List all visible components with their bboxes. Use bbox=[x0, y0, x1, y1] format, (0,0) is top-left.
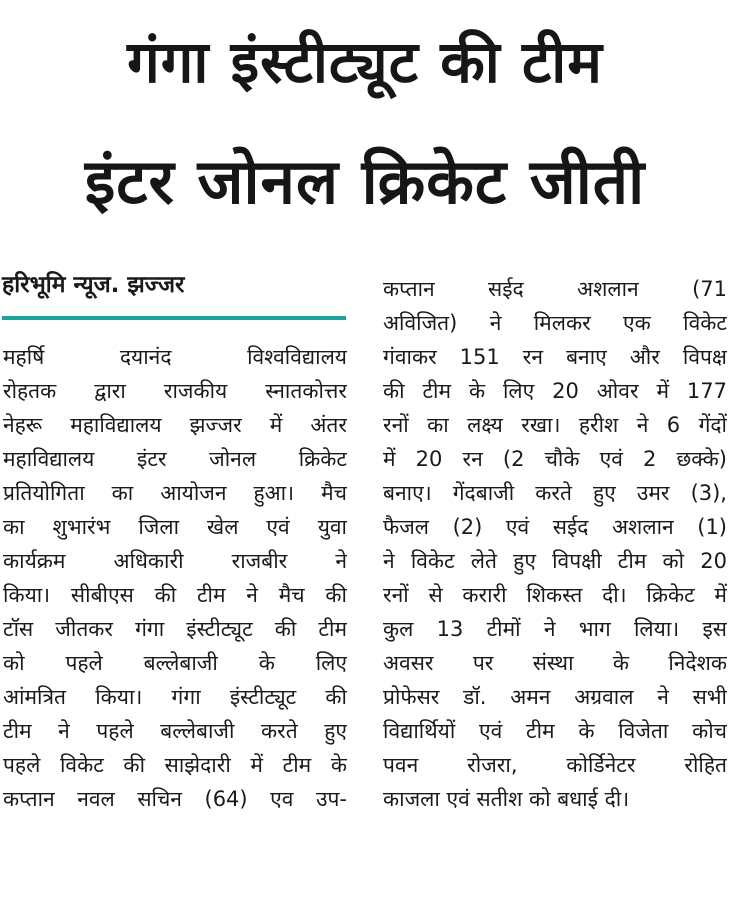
article-line: प्रतियोगिता का आयोजन हुआ। मैच bbox=[3, 481, 347, 505]
article-line: अवसर पर संस्था के निदेशक bbox=[383, 651, 727, 675]
article-line: में 20 रन (2 चौके एवं 2 छक्के) bbox=[383, 447, 727, 471]
article-line: कुल 13 टीमों ने भाग लिया। इस bbox=[383, 617, 727, 641]
article-line: कप्तान नवल सचिन (64) एव उप- bbox=[3, 787, 347, 811]
article-line: रनों का लक्ष्य रखा। हरीश ने 6 गेंदों bbox=[383, 413, 727, 437]
article-line: की टीम के लिए 20 ओवर में 177 bbox=[383, 379, 727, 403]
article-line: टॉस जीतकर गंगा इंस्टीट्यूट की टीम bbox=[3, 617, 347, 641]
article-line: पहले विकेट की साझेदारी में टीम के bbox=[3, 753, 347, 777]
article-line: का शुभारंभ जिला खेल एवं युवा bbox=[3, 515, 347, 539]
article-line: रनों से करारी शिकस्त दी। क्रिकेट में bbox=[383, 583, 727, 607]
headline-line-2: इंटर जोनल क्रिकेट जीती bbox=[84, 145, 646, 218]
byline-rule bbox=[2, 316, 346, 320]
article-column-1 bbox=[3, 340, 347, 816]
article-line: ने विकेट लेते हुए विपक्षी टीम को 20 bbox=[383, 549, 727, 573]
article-line: कार्यक्रम अधिकारी राजबीर ने bbox=[3, 549, 347, 573]
article-line: अविजित) ने मिलकर एक विकेट bbox=[383, 311, 727, 335]
article-line: रोहतक द्वारा राजकीय स्नातकोत्तर bbox=[3, 379, 347, 403]
article-line: महाविद्यालय इंटर जोनल क्रिकेट bbox=[3, 447, 347, 471]
article-line: कप्तान सईद अशलान (71 bbox=[383, 277, 727, 301]
article-line: काजला एवं सतीश को बधाई दी। bbox=[383, 787, 630, 811]
article-line: विद्यार्थियों एवं टीम के विजेता कोच bbox=[383, 719, 727, 743]
article-line: को पहले बल्लेबाजी के लिए bbox=[3, 651, 347, 675]
article-line: टीम ने पहले बल्लेबाजी करते हुए bbox=[3, 719, 347, 743]
article-line: किया। सीबीएस की टीम ने मैच की bbox=[3, 583, 347, 607]
article-line: नेहरू महाविद्यालय झज्जर में अंतर bbox=[3, 413, 347, 437]
article-line: गंवाकर 151 रन बनाए और विपक्ष bbox=[383, 345, 727, 369]
article-line: आंमत्रित किया। गंगा इंस्टीट्यूट की bbox=[3, 685, 347, 709]
article-column-2 bbox=[383, 272, 727, 816]
article-line: महर्षि दयानंद विश्वविद्यालय bbox=[3, 345, 347, 369]
byline: हरिभूमि न्यूज. झज्जर bbox=[2, 272, 185, 298]
article-line: बनाए। गेंदबाजी करते हुए उमर (3), bbox=[383, 481, 727, 505]
article-line: पवन रोजरा, कोर्डिनेटर रोहित bbox=[383, 753, 727, 777]
article-line: प्रोफेसर डॉ. अमन अग्रवाल ने सभी bbox=[383, 685, 727, 709]
headline-line-1: गंगा इंस्टीट्यूट की टीम bbox=[127, 28, 603, 96]
article-line: फैजल (2) एवं सईद अशलान (1) bbox=[383, 515, 727, 539]
